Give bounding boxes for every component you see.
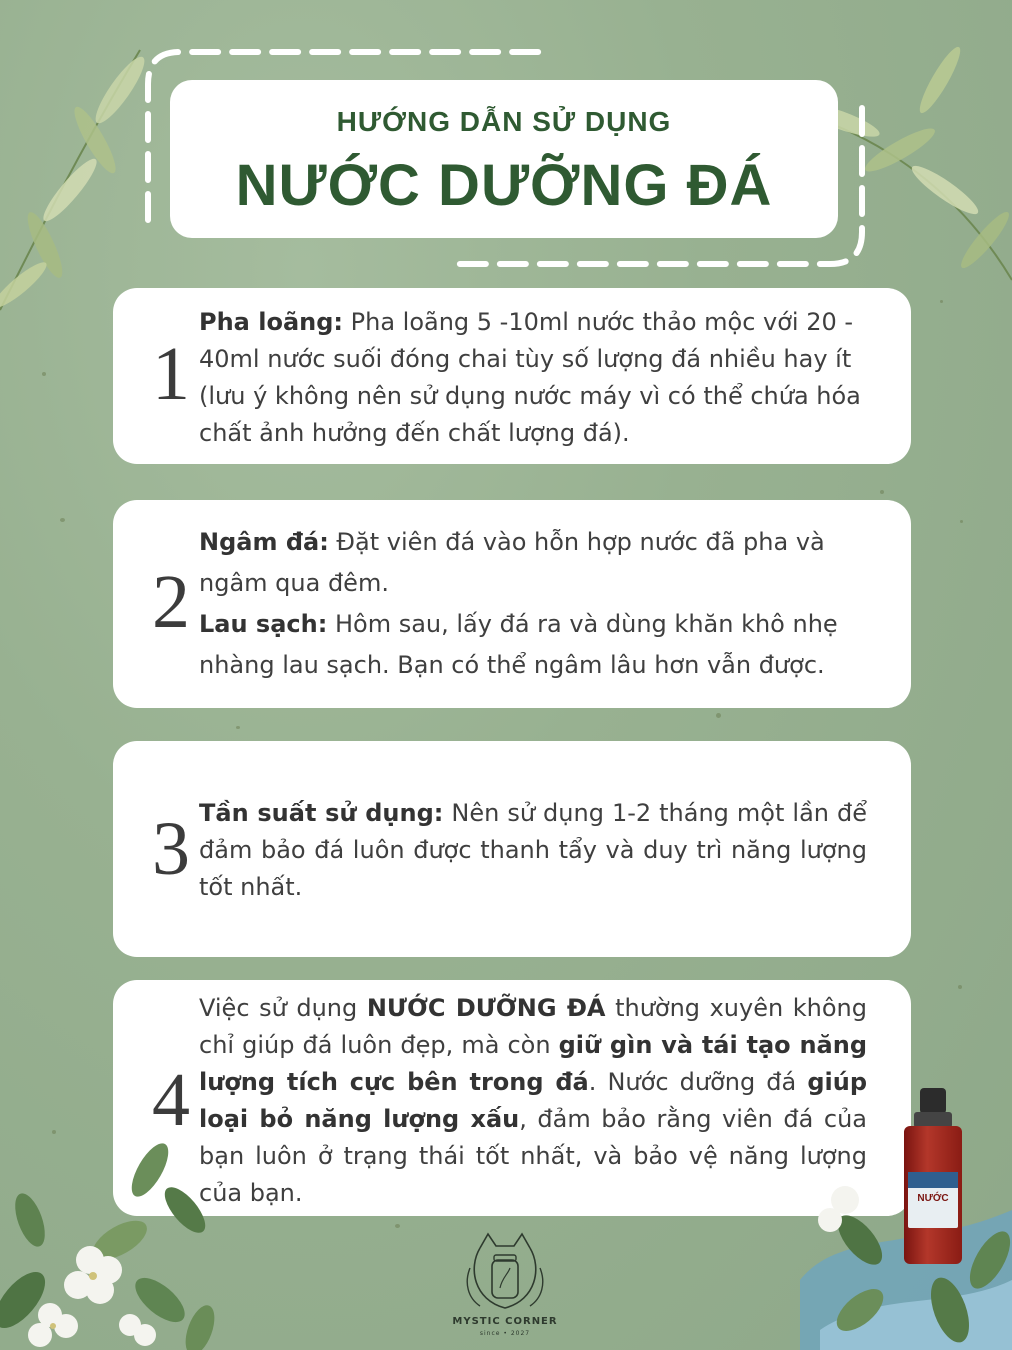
step-body-2: Hôm sau, lấy đá ra và dùng khăn khô nhẹ nhàng lau sạch. Bạn có thể ngâm lâu hơn vẫn được. [199,610,838,679]
flower-cluster-bottom-left [0,1130,230,1350]
step-text [199,795,867,906]
brand-logo [450,1228,560,1340]
step-card-2 [113,500,911,708]
step-card-1 [113,288,911,464]
header-title: NƯỚC DƯỠNG ĐÁ [235,153,773,218]
step-body: Đặt viên đá vào hỗn hợp nước đã pha và ngâm qua đêm. [199,528,825,597]
step-text [199,990,867,1212]
step-number: 4 [152,1058,190,1142]
step-card-4 [113,980,911,1216]
step-body: Pha loãng 5 -10ml nước thảo mộc với 20 - 40ml nước suối đóng chai tùy số lượng đá nhiều hay ít (lưu ý không nên sử dụng nước máy vì có thể chứa hóa chất ảnh hưởng đến chất lượng đá). [199,308,861,447]
header-subtitle: HƯỚNG DẪN SỬ DỤNG [336,106,672,137]
step-label: Tần suất sử dụng: [199,799,444,827]
product-bottle [902,1088,966,1268]
step-emphasis: NƯỚC DƯỠNG ĐÁ [366,994,606,1022]
step-emphasis: giữ gìn và tái tạo năng lượng tích cực bên trong đá [199,1031,867,1096]
step-emphasis: giúp loại bỏ năng lượng xấu [199,1068,868,1133]
step-text [199,304,867,452]
step-number: 3 [152,807,190,891]
brand-name: MYSTIC CORNER [452,1316,558,1327]
title-card [170,80,838,238]
step-label: Ngâm đá: [199,528,329,556]
step-body: thường xuyên không chỉ giúp đá luôn đẹp, mà còn [199,994,867,1059]
step-number: 1 [152,332,190,416]
step-body: , đảm bảo rằng viên đá của bạn luôn ở trạng thái tốt nhất, và bảo vệ năng lượng của bạn. [199,1105,867,1207]
step-text [199,522,867,686]
step-label: Pha loãng: [199,308,343,336]
step-number: 2 [152,560,190,644]
cat-jar-icon [450,1228,560,1316]
step-body: . Nước dưỡng đá [588,1068,808,1096]
step-label-2: Lau sạch: [199,610,328,638]
brand-since: since • 2027 [479,1330,531,1337]
step-body: Nên sử dụng 1-2 tháng một lần để đảm bảo đá luôn được thanh tẩy và duy trì năng lượng tốt nhất. [199,799,867,901]
product-label: NƯỚC [917,1193,949,1204]
step-card-3 [113,741,911,957]
step-body: Việc sử dụng [199,994,367,1022]
